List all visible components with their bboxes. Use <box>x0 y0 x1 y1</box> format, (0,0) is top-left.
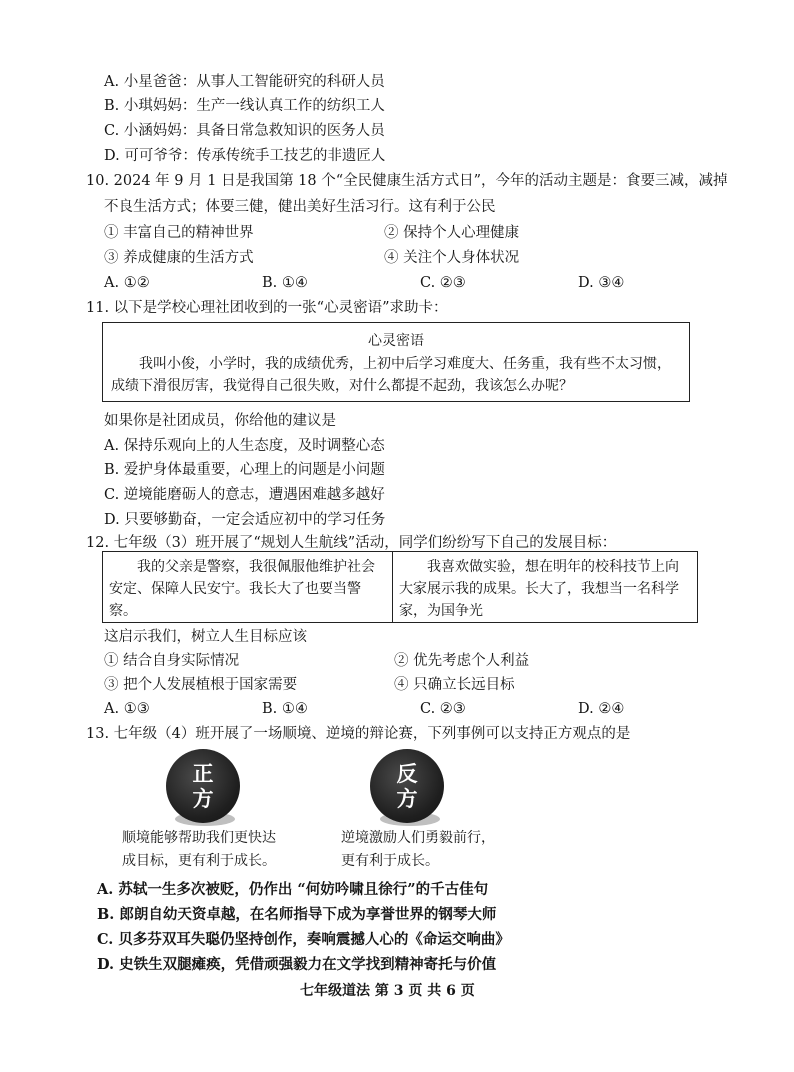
q10-item-3: ③ 养成健康的生活方式 <box>104 250 254 266</box>
page-footer: 七年级道法 第 3 页 共 6 页 <box>300 983 475 999</box>
q13-option-a: A. 苏轼一生多次被贬，仍作出 “何妨吟啸且徐行”的千古佳句 <box>97 881 489 898</box>
q13-option-b: B. 郎朗自幼天资卓越，在名师指导下成为享誉世界的钢琴大师 <box>97 906 497 923</box>
q10-item-1: ① 丰富自己的精神世界 <box>104 225 254 241</box>
pro-argument-line1: 顺境能够帮助我们更快达 <box>122 830 276 846</box>
q12-item-3: ③ 把个人发展植根于国家需要 <box>104 677 298 693</box>
pro-badge-char-2: 方 <box>192 787 214 811</box>
q12-goal-left: 我的父亲是警察，我很佩服他维护社会安定、保障人民安宁。我长大了也要当警察。 <box>103 552 393 622</box>
q9-option-a: A. 小星爸爸：从事人工智能研究的科研人员 <box>104 74 385 90</box>
q11-option-c: C. 逆境能磨砺人的意志，遭遇困难越多越好 <box>104 487 385 503</box>
q10-answer-c: C. ②③ <box>420 275 466 291</box>
q10-stem-line1: 10. 2024 年 9 月 1 日是我国第 18 个“全民健康生活方式日”，今年的活动主题是：食要三减，减掉 <box>86 173 728 189</box>
q11-card <box>102 322 690 402</box>
q12-goal-table <box>102 551 698 623</box>
q12-answer-b: B. ①④ <box>262 701 308 717</box>
q12-question: 这启示我们，树立人生目标应该 <box>104 629 307 645</box>
q10-answer-d: D. ③④ <box>578 275 625 291</box>
q12-answer-a: A. ①③ <box>104 701 150 717</box>
q13-option-d: D. 史铁生双腿瘫痪，凭借顽强毅力在文学找到精神寄托与价值 <box>97 956 497 973</box>
con-badge <box>370 749 444 823</box>
q11-card-text: 我叫小俊，小学时，我的成绩优秀，上初中后学习难度大、任务重，我有些不太习惯，成绩下滑很厉害，我觉得自己很失败，对什么都提不起劲，我该怎么办呢？ <box>111 356 671 394</box>
q9-option-d: D. 可可爷爷：传承传统手工技艺的非遗匠人 <box>104 148 386 164</box>
con-badge-char-2: 方 <box>396 787 418 811</box>
q10-item-4: ④ 关注个人身体状况 <box>384 250 520 266</box>
q12-item-4: ④ 只确立长远目标 <box>394 677 515 693</box>
q9-option-b: B. 小琪妈妈：生产一线认真工作的纺织工人 <box>104 98 385 114</box>
con-argument-line1: 逆境激励人们勇毅前行， <box>341 830 495 846</box>
q12-stem: 12. 七年级（3）班开展了“规划人生航线”活动，同学们纷纷写下自己的发展目标： <box>86 535 617 551</box>
q11-option-d: D. 只要够勤奋，一定会适应初中的学习任务 <box>104 512 386 528</box>
pro-badge <box>166 749 240 823</box>
q12-answer-d: D. ②④ <box>578 701 625 717</box>
con-badge-char-1: 反 <box>396 762 418 786</box>
q11-question: 如果你是社团成员，你给他的建议是 <box>104 413 336 429</box>
q12-item-1: ① 结合自身实际情况 <box>104 653 240 669</box>
q13-stem: 13. 七年级（4）班开展了一场顺境、逆境的辩论赛，下列事例可以支持正方观点的是 <box>86 726 631 742</box>
q11-option-a: A. 保持乐观向上的人生态度，及时调整心态 <box>104 438 385 454</box>
q12-item-2: ② 优先考虑个人利益 <box>394 653 530 669</box>
pro-argument-line2: 成目标，更有利于成长。 <box>122 853 276 869</box>
q10-stem-line2: 不良生活方式；体要三健，健出美好生活习行。这有利于公民 <box>104 199 496 215</box>
q12-answer-c: C. ②③ <box>420 701 466 717</box>
q13-option-c: C. 贝多芬双耳失聪仍坚持创作，奏响震撼人心的《命运交响曲》 <box>97 931 510 948</box>
pro-badge-char-1: 正 <box>192 762 214 786</box>
q10-answer-a: A. ①② <box>104 275 150 291</box>
q11-stem: 11. 以下是学校心理社团收到的一张“心灵密语”求助卡： <box>86 300 448 316</box>
con-argument-line2: 更有利于成长。 <box>341 853 439 869</box>
q10-item-2: ② 保持个人心理健康 <box>384 225 520 241</box>
q12-goal-right: 我喜欢做实验，想在明年的校科技节上向大家展示我的成果。长大了，我想当一名科学家，为国争光 <box>399 559 679 619</box>
q10-answer-b: B. ①④ <box>262 275 308 291</box>
q11-option-b: B. 爱护身体最重要，心理上的问题是小问题 <box>104 462 385 478</box>
q9-option-c: C. 小涵妈妈：具备日常急救知识的医务人员 <box>104 123 385 139</box>
q11-card-title: 心灵密语 <box>368 333 424 349</box>
